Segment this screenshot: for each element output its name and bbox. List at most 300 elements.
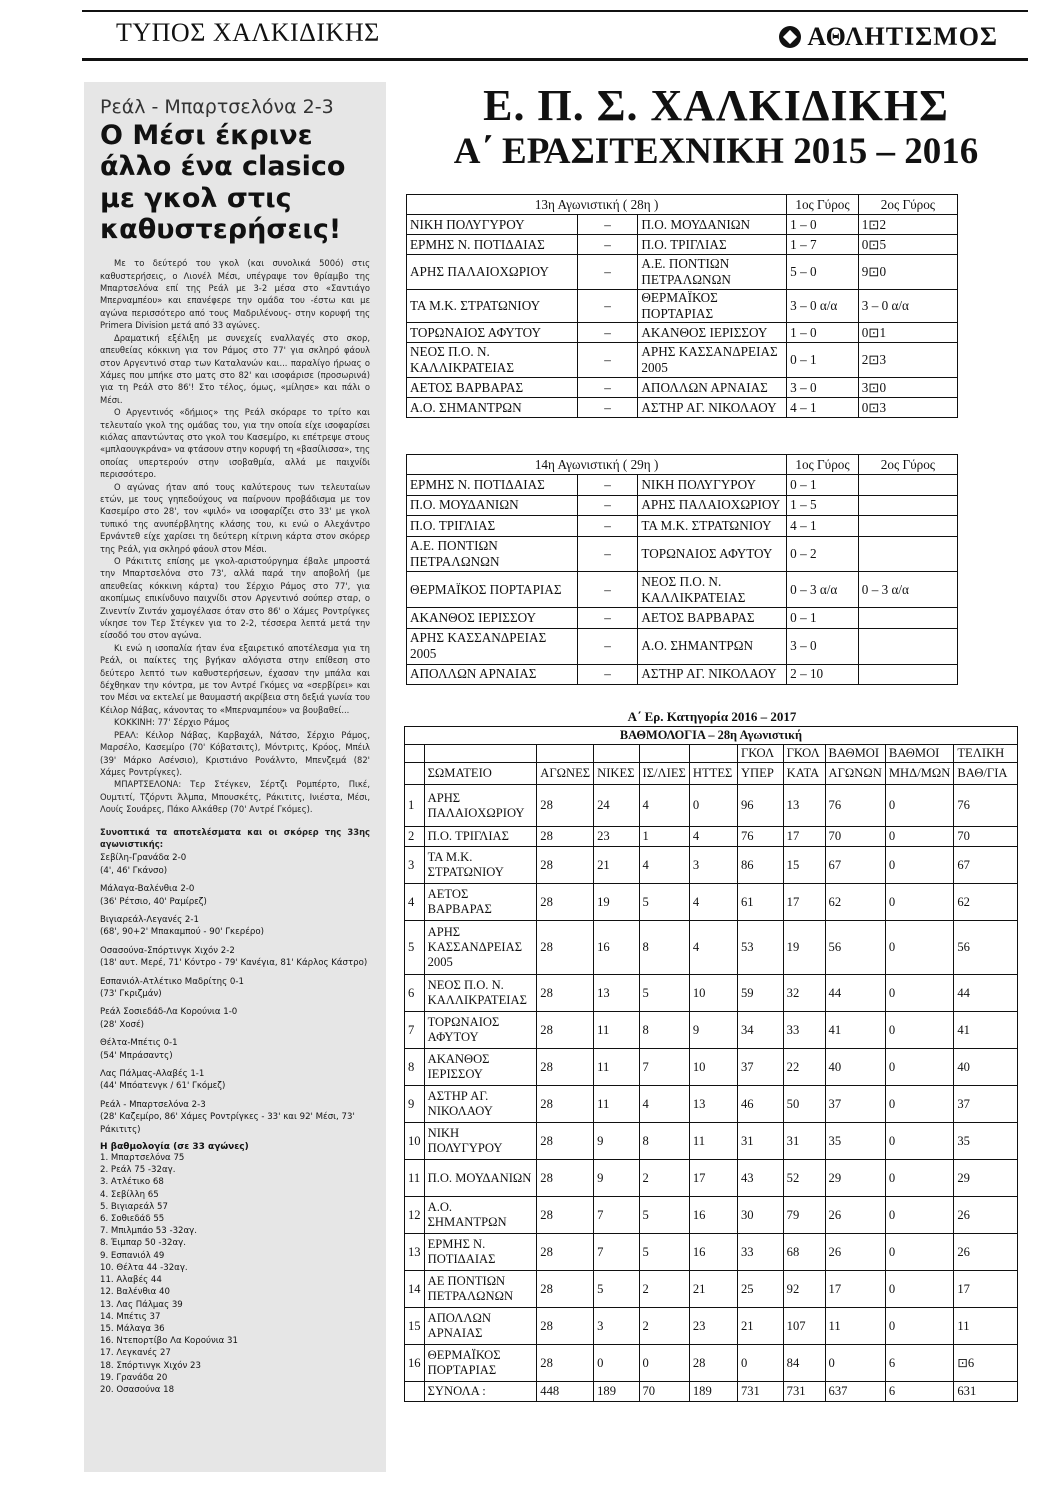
standings-table [404, 726, 1018, 1402]
header-cell: ΙΣ/ΛΙΕΣ [639, 763, 689, 785]
second-leg-score [858, 628, 957, 664]
team-name: ΤΟΡΩΝΑΙΟΣ ΑΦΥΤΟΥ [424, 1012, 537, 1049]
result-scorers: (73' Γκριζμάν) [100, 989, 162, 999]
losses: 21 [689, 1271, 737, 1308]
match-points: 44 [825, 975, 885, 1012]
away-team: ΤΑ Μ.Κ. ΣΤΡΑΤΩΝΙΟΥ [638, 516, 787, 537]
separator: – [577, 235, 638, 255]
second-leg-score [858, 475, 957, 496]
first-leg-score: 3 – 0 [787, 378, 859, 398]
goals-for: 46 [737, 1086, 783, 1123]
position: 12 [405, 1197, 425, 1234]
points-deducted: 0 [885, 827, 954, 847]
home-team: ΑΡΗΣ ΠΑΛΑΙΟΧΩΡΙΟΥ [407, 255, 578, 290]
final-points: 76 [954, 785, 1018, 827]
points-deducted: 6 [885, 1345, 954, 1382]
first-leg-score: 0 – 1 [787, 475, 859, 496]
goals-for: 34 [737, 1012, 783, 1049]
fixture-row [407, 343, 958, 378]
fixture-row [407, 323, 958, 343]
category-title: Α΄ Ερ. Κατηγορία 2016 – 2017 [627, 709, 797, 724]
points-deducted: 0 [885, 847, 954, 884]
points-deducted: 0 [885, 921, 954, 975]
header-cell: ΓΚΟΛ [783, 745, 825, 763]
match-points: 40 [825, 1049, 885, 1086]
article-paragraph: ΜΠΑΡΤΣΕΛΟΝΑ: Τερ Στέγκεν, Σέρτζι Ρομπέρτο, Πικέ, Ουμτιτί, Τζόρντι Άλμπα, Μπουσκέτς, Ράκιτιτς, Ινιέστα, Μέσι, Λουίς Σουάρες, Πάκο Αλκάθερ (70' Αντρέ Γκόμες). [100, 779, 370, 815]
played: 28 [537, 884, 594, 921]
points-deducted: 0 [885, 1086, 954, 1123]
table-row [405, 975, 1018, 1012]
fixture-row [407, 664, 958, 685]
goals-for: 731 [737, 1382, 783, 1402]
second-leg-score [858, 495, 957, 516]
standings-title: ΒΑΘΜΟΛΟΓΙΑ – 28η Αγωνιστική [405, 727, 1018, 745]
team-name: ΑΡΗΣ ΚΑΣΣΑΝΔΡΕΙΑΣ 2005 [424, 921, 537, 975]
separator: – [577, 495, 638, 516]
goals-for: 76 [737, 827, 783, 847]
team-name: ΑΚΑΝΘΟΣ ΙΕΡΙΣΣΟΥ [424, 1049, 537, 1086]
losses: 23 [689, 1308, 737, 1345]
result-scorers: (36' Ρέτσιο, 40' Ραμίρεζ) [100, 896, 207, 907]
points-deducted: 0 [885, 1308, 954, 1345]
result-scorers: (54' Μπράσαντς) [100, 1050, 173, 1061]
goals-for: 0 [737, 1345, 783, 1382]
played: 28 [537, 975, 594, 1012]
draws: 7 [639, 1049, 689, 1086]
away-team: ΑΕΤΟΣ ΒΑΡΒΑΡΑΣ [638, 608, 787, 629]
losses: 4 [689, 827, 737, 847]
table-row [405, 785, 1018, 827]
ranking-item: 14. Μπέτις 37 [100, 1311, 161, 1322]
position: 4 [405, 884, 425, 921]
soccer-ball-icon [779, 26, 801, 48]
goals-against: 22 [783, 1049, 825, 1086]
header-cell [594, 745, 639, 763]
match-points: 67 [825, 847, 885, 884]
final-points: 70 [954, 827, 1018, 847]
team-name: ΤΑ Μ.Κ. ΣΤΡΑΤΩΝΙΟΥ [424, 847, 537, 884]
separator: – [577, 608, 638, 629]
second-leg-score: 0⊡1 [858, 323, 957, 343]
table-row [405, 827, 1018, 847]
position: 16 [405, 1345, 425, 1382]
goals-for: 21 [737, 1308, 783, 1345]
losses: 13 [689, 1086, 737, 1123]
match-points: 76 [825, 785, 885, 827]
article-paragraph: ΡΕΑΛ: Κέιλορ Νάβας, Καρβαχάλ, Νάτσο, Σέρχιο Ράμος, Μαρσέλο, Κασεμίρο (70' Κόβατσιτς), Μόντριτς, Κρόος, Μπέιλ (39' Μάρκο Ασένσιο), Κριστιάνο Ρονάλντο, Μπενζεμά (82' Χάμες Ροντρίγκες). [100, 729, 370, 777]
separator: – [577, 536, 638, 572]
newspaper-title: ΤΥΠΟΣ ΧΑΛΚΙΔΙΚΗΣ [116, 18, 380, 47]
result-scorers: (28' Χοσέ) [100, 1019, 144, 1030]
ranking-item: 13. Λας Πάλμας 39 [100, 1299, 183, 1310]
match-points: 637 [825, 1382, 885, 1402]
fixture-row [407, 290, 958, 323]
separator: – [577, 290, 638, 323]
match-points: 29 [825, 1160, 885, 1197]
separator: – [577, 475, 638, 496]
home-team: ΑΕΤΟΣ ΒΑΡΒΑΡΑΣ [407, 378, 578, 398]
results-column [404, 81, 1028, 1398]
points-deducted: 0 [885, 975, 954, 1012]
final-points: 41 [954, 1012, 1018, 1049]
away-team: Π.Ο. ΤΡΙΓΛΙΑΣ [638, 235, 787, 255]
losses: 10 [689, 1049, 737, 1086]
wins: 16 [594, 921, 639, 975]
separator: – [577, 664, 638, 685]
fixture-row [407, 255, 958, 290]
losses: 16 [689, 1234, 737, 1271]
result-item [100, 1006, 370, 1031]
fixture-row [407, 536, 958, 572]
losses: 0 [689, 785, 737, 827]
points-deducted: 0 [885, 1049, 954, 1086]
goals-for: 37 [737, 1049, 783, 1086]
first-leg-score: 1 – 0 [787, 323, 859, 343]
goals-for: 61 [737, 884, 783, 921]
table-caption-row [407, 455, 958, 475]
wins: 7 [594, 1197, 639, 1234]
team-name: Π.Ο. ΜΟΥΔΑΝΙΩΝ [424, 1160, 537, 1197]
result-item [100, 976, 370, 1001]
first-leg-score: 0 – 1 [787, 343, 859, 378]
home-team: ΑΚΑΝΘΟΣ ΙΕΡΙΣΣΟΥ [407, 608, 578, 629]
first-leg-score: 1 – 0 [787, 215, 859, 235]
first-leg-score: 3 – 0 α/α [787, 290, 859, 323]
goals-against: 107 [783, 1308, 825, 1345]
away-team: ΘΕΡΜΑΪΚΟΣ ΠΟΡΤΑΡΙΑΣ [638, 290, 787, 323]
section-title [779, 22, 998, 52]
fixture-row [407, 215, 958, 235]
home-team: ΤΑ Μ.Κ. ΣΤΡΑΤΩΝΙΟΥ [407, 290, 578, 323]
home-team: Α.Ε. ΠΟΝΤΙΩΝ ΠΕΤΡΑΛΩΝΩΝ [407, 536, 578, 572]
ranking-item: 20. Οσασούνα 18 [100, 1384, 175, 1395]
fixture-row [407, 516, 958, 537]
header-cell: ΑΓΩΝΕΣ [537, 763, 594, 785]
draws: 8 [639, 1012, 689, 1049]
ranking-item: 1. Μπαρτσελόνα 75 [100, 1153, 185, 1164]
home-team: ΝΕΟΣ Π.Ο. Ν. ΚΑΛΛΙΚΡΑΤΕΙΑΣ [407, 343, 578, 378]
round-13-table [406, 194, 958, 418]
away-team: Α.Ε. ΠΟΝΤΙΩΝ ΠΕΤΡΑΛΩΝΩΝ [638, 255, 787, 290]
article-kicker: Ρεάλ - Μπαρτσελόνα 2-3 [100, 96, 334, 118]
ranking-item: 17. Λεγκανές 27 [100, 1348, 171, 1359]
match-points: 37 [825, 1086, 885, 1123]
goals-for: 59 [737, 975, 783, 1012]
table-row [405, 1197, 1018, 1234]
home-team: Π.Ο. ΜΟΥΔΑΝΙΩΝ [407, 495, 578, 516]
ranking-item: 7. Μπιλμπάο 53 -32αγ. [100, 1226, 197, 1237]
losses: 189 [689, 1382, 737, 1402]
away-team: ΝΙΚΗ ΠΟΛΥΓΥΡΟΥ [638, 475, 787, 496]
match-points: 17 [825, 1271, 885, 1308]
ranking-item: 3. Ατλέτικο 68 [100, 1177, 164, 1188]
goals-for: 86 [737, 847, 783, 884]
result-item [100, 945, 370, 970]
table-row [405, 884, 1018, 921]
final-points: 26 [954, 1234, 1018, 1271]
home-team: ΤΟΡΩΝΑΙΟΣ ΑΦΥΤΟΥ [407, 323, 578, 343]
points-deducted: 6 [885, 1382, 954, 1402]
position: 15 [405, 1308, 425, 1345]
table-row [405, 1160, 1018, 1197]
separator: – [577, 323, 638, 343]
losses: 10 [689, 975, 737, 1012]
match-points: 26 [825, 1234, 885, 1271]
away-team: Α.Ο. ΣΗΜΑΝΤΡΩΝ [638, 628, 787, 664]
results-list [100, 852, 370, 1136]
separator: – [577, 628, 638, 664]
goals-against: 50 [783, 1086, 825, 1123]
header-rule-bottom [82, 58, 1028, 61]
home-team: ΘΕΡΜΑΪΚΟΣ ΠΟΡΤΑΡΙΑΣ [407, 572, 578, 608]
match-points: 41 [825, 1012, 885, 1049]
result-scorers: (4', 46' Γκάνσο) [100, 865, 168, 876]
ranking-title: Η βαθμολογία (σε 33 αγώνες) [100, 1142, 249, 1153]
draws: 0 [639, 1345, 689, 1382]
second-leg-score [858, 608, 957, 629]
home-team: ΑΠΟΛΛΩΝ ΑΡΝΑΙΑΣ [407, 664, 578, 685]
points-deducted: 0 [885, 884, 954, 921]
header-cell: ΒΑΘΜΟΙ [825, 745, 885, 763]
first-leg-score: 5 – 0 [787, 255, 859, 290]
away-team: ΑΡΗΣ ΠΑΛΑΙΟΧΩΡΙΟΥ [638, 495, 787, 516]
goals-for: 33 [737, 1234, 783, 1271]
first-leg-score: 0 – 1 [787, 608, 859, 629]
fixture-row [407, 608, 958, 629]
second-leg-score: 0⊡5 [858, 235, 957, 255]
first-leg-score: 1 – 7 [787, 235, 859, 255]
position: 11 [405, 1160, 425, 1197]
header-cell: ΤΕΛΙΚΗ [954, 745, 1018, 763]
team-name: Α.Ο. ΣΗΜΑΝΤΡΩΝ [424, 1197, 537, 1234]
table-row [405, 1086, 1018, 1123]
home-team: ΑΡΗΣ ΚΑΣΣΑΝΔΡΕΙΑΣ 2005 [407, 628, 578, 664]
page-header [82, 10, 1028, 60]
second-leg-header: 2ος Γύρος [858, 455, 957, 475]
first-leg-score: 1 – 5 [787, 495, 859, 516]
goals-against: 92 [783, 1271, 825, 1308]
draws: 2 [639, 1271, 689, 1308]
played: 28 [537, 1086, 594, 1123]
losses: 4 [689, 921, 737, 975]
position: 6 [405, 975, 425, 1012]
fixture-row [407, 495, 958, 516]
result-scorers: (68', 90+2' Μπακαμπού - 90' Γκερέρο) [100, 927, 264, 938]
standings-title-row [405, 727, 1018, 745]
article-paragraph: Με το δεύτερό του γκολ (και συνολικά 500ό) στις καθυστερήσεις, ο Λιονέλ Μέσι, υπέγραψε τον θρίαμβο της Μπαρτσελόνα επί της Ρεάλ με 3-2 μέσα στο «Σαντιάγο Μπερναμπέου» και επανέφερε την ομάδα του -έστω και με αγώνα περισσότερο από τους Μαδριλένους- στην κορυφή της Primera Division μετά από 33 αγώνες. [100, 258, 370, 331]
header-cell [405, 763, 425, 785]
points-deducted: 0 [885, 1012, 954, 1049]
ranking-item: 2. Ρεάλ 75 -32αγ. [100, 1165, 176, 1176]
draws: 5 [639, 975, 689, 1012]
ranking-item: 18. Σπόρτινγκ Χιχόν 23 [100, 1360, 201, 1371]
table-row [405, 1049, 1018, 1086]
article-paragraph: Ο Αργεντινός «δήμιος» της Ρεάλ σκόραρε το τρίτο και τελευταίο γκολ της ομάδας του, για την οποία είχε ισοφαρίσει κιόλας απαντώντας στο γκολ του Κασεμίρο, κι επέτρεψε στους «μπλαουγκράνα» να φτάσουν στην κορυφή τη «βασίλισσα», της οποίας υπερτερούν στην ισοβαθμία, αλλά με παιχνίδι περισσότερο. [100, 407, 370, 480]
separator: – [577, 378, 638, 398]
ranking-item: 11. Αλαβές 44 [100, 1275, 162, 1286]
result-item [100, 1037, 370, 1062]
first-leg-score: 4 – 1 [787, 398, 859, 418]
played: 28 [537, 1197, 594, 1234]
result-scorers: (44' Μπόατενγκ / 61' Γκόμεζ) [100, 1081, 226, 1092]
position: 10 [405, 1123, 425, 1160]
final-points: 44 [954, 975, 1018, 1012]
points-deducted: 0 [885, 785, 954, 827]
goals-for: 53 [737, 921, 783, 975]
team-name: Π.Ο. ΤΡΙΓΛΙΑΣ [424, 827, 537, 847]
points-deducted: 0 [885, 1234, 954, 1271]
home-team: Π.Ο. ΤΡΙΓΛΙΑΣ [407, 516, 578, 537]
first-leg-score: 4 – 1 [787, 516, 859, 537]
final-points: 37 [954, 1086, 1018, 1123]
result-item [100, 914, 370, 939]
final-points: 40 [954, 1049, 1018, 1086]
wins: 13 [594, 975, 639, 1012]
header-cell: ΝΙΚΕΣ [594, 763, 639, 785]
header-rule-top [82, 10, 1028, 12]
result-score: Θέλτα-Μπέτις 0-1 [100, 1038, 178, 1049]
wins: 11 [594, 1012, 639, 1049]
home-team: Α.Ο. ΣΗΜΑΝΤΡΩΝ [407, 398, 578, 418]
away-team: ΤΟΡΩΝΑΙΟΣ ΑΦΥΤΟΥ [638, 536, 787, 572]
played: 28 [537, 827, 594, 847]
away-team: ΑΡΗΣ ΚΑΣΣΑΝΔΡΕΙΑΣ 2005 [638, 343, 787, 378]
position: 9 [405, 1086, 425, 1123]
draws: 8 [639, 921, 689, 975]
table-row [405, 1345, 1018, 1382]
wins: 9 [594, 1123, 639, 1160]
first-leg-score: 2 – 10 [787, 664, 859, 685]
goals-for: 31 [737, 1123, 783, 1160]
match-points: 35 [825, 1123, 885, 1160]
result-score: Ρεάλ - Μπαρτσελόνα 2-3 [100, 1099, 206, 1110]
header-cell: ΑΓΩΝΩΝ [825, 763, 885, 785]
draws: 2 [639, 1308, 689, 1345]
ranking-item: 12. Βαλένθια 40 [100, 1287, 170, 1298]
team-name: ΑΡΗΣ ΠΑΛΑΙΟΧΩΡΙΟΥ [424, 785, 537, 827]
draws: 5 [639, 884, 689, 921]
table-row [405, 1123, 1018, 1160]
round-caption: 14η Αγωνιστική ( 29η ) [407, 455, 787, 475]
table-row [405, 1234, 1018, 1271]
section-title-text: ΑΘΛΗΤΙΣΜΟΣ [807, 22, 998, 51]
wins: 11 [594, 1049, 639, 1086]
final-points: 17 [954, 1271, 1018, 1308]
home-team: ΝΙΚΗ ΠΟΛΥΓΥΡΟΥ [407, 215, 578, 235]
goals-for: 43 [737, 1160, 783, 1197]
team-name: ΝΕΟΣ Π.Ο. Ν. ΚΑΛΛΙΚΡΑΤΕΙΑΣ [424, 975, 537, 1012]
totals-row [405, 1382, 1018, 1402]
table-caption-row [407, 195, 958, 215]
home-team: ΕΡΜΗΣ Ν. ΠΟΤΙΔΑΙΑΣ [407, 235, 578, 255]
result-score: Οσασούνα-Σπόρτινγκ Χιχόν 2-2 [100, 945, 235, 956]
article-paragraph: Δραματική εξέλιξη με συνεχείς εναλλαγές στο σκορ, απευθείας κόκκινη για τον Ράμος στο 77' για σκληρό φάουλ στον Αργεντινό σταρ των Καταλανών και... παραλίγο ήρωας ο Χάμες που μπήκε στο ματς στο 82' και ισοφάρισε (προσωρινά) για τη Ρεάλ στο 86'! Στο τέλος, όμως, «μίλησε» και πάλι ο Μέσι. [100, 332, 370, 405]
goals-against: 33 [783, 1012, 825, 1049]
result-score: Εσπανιόλ-Ατλέτικο Μαδρίτης 0-1 [100, 976, 244, 987]
header-cell: ΜΗΔ/ΜΩΝ [885, 763, 954, 785]
result-scorers: (28' Καζεμίρο, 86' Χάμες Ροντρίγκες - 33' και 92' Μέσι, 73' Ράκιτιτς) [100, 1112, 355, 1135]
played: 28 [537, 1123, 594, 1160]
article-headline: Ο Μέσι έκρινε άλλο ένα clasico με γκολ στις καθυστερήσεις! [100, 120, 346, 245]
draws: 5 [639, 1234, 689, 1271]
article-body [100, 257, 370, 850]
article-paragraph: Κι ενώ η ισοπαλία ήταν ένα εξαιρετικό αποτέλεσμα για τη Ρεάλ, οι παίκτες της βγήκαν αλόγιστα στην επίθεση στο δεύτερο λεπτό των καθυστερήσεων, έχασαν την μπάλα και δέχθηκαν την κόντρα, με τον Αντρέ Γκόμες να «σερβίρει» και τον Μέσι να εκτελεί με θαυμαστή ακρίβεια στη δεξιά γωνία του Κέιλορ Νάβας, κάνοντας το «Μπερναμπέου» να βουβαθεί... [100, 642, 370, 715]
ranking-item: 8. Έιμπαρ 50 -32αγ. [100, 1238, 186, 1249]
result-score: Λας Πάλμας-Αλαβές 1-1 [100, 1069, 205, 1080]
team-name: ΑΣΤΗΡ ΑΓ. ΝΙΚΟΛΑΟΥ [424, 1086, 537, 1123]
header-cell: ΓΚΟΛ [737, 745, 783, 763]
goals-for: 96 [737, 785, 783, 827]
played: 28 [537, 1234, 594, 1271]
away-team: Π.Ο. ΜΟΥΔΑΝΙΩΝ [638, 215, 787, 235]
final-points: 67 [954, 847, 1018, 884]
goals-against: 68 [783, 1234, 825, 1271]
losses: 28 [689, 1345, 737, 1382]
second-leg-score: 3⊡0 [858, 378, 957, 398]
header-cell: ΒΑΘ/ΓΙΑ [954, 763, 1018, 785]
final-points: 631 [954, 1382, 1018, 1402]
goals-against: 52 [783, 1160, 825, 1197]
second-leg-score [858, 536, 957, 572]
fixture-row [407, 628, 958, 664]
second-leg-score: 0 – 3 α/α [858, 572, 957, 608]
goals-against: 19 [783, 921, 825, 975]
second-leg-score: 1⊡2 [858, 215, 957, 235]
first-leg-score: 0 – 2 [787, 536, 859, 572]
goals-against: 31 [783, 1123, 825, 1160]
team-name: ΑΕ ΠΟΝΤΙΩΝ ΠΕΤΡΑΛΩΝΩΝ [424, 1271, 537, 1308]
table-row [405, 1012, 1018, 1049]
result-score: Μάλαγα-Βαλένθια 2-0 [100, 884, 195, 895]
ranking-item: 16. Ντεπορτίβο Λα Κορούνια 31 [100, 1336, 238, 1347]
final-points: 26 [954, 1197, 1018, 1234]
result-scorers: (18' αυτ. Μερέ, 71' Κόντρο - 79' Κανέγια, 81' Κάρλος Κάστρο) [100, 958, 368, 969]
separator: – [577, 343, 638, 378]
losses: 3 [689, 847, 737, 884]
goals-against: 32 [783, 975, 825, 1012]
goals-against: 17 [783, 827, 825, 847]
played: 28 [537, 921, 594, 975]
away-team: ΝΕΟΣ Π.Ο. Ν. ΚΑΛΛΙΚΡΑΤΕΙΑΣ [638, 572, 787, 608]
position: 5 [405, 921, 425, 975]
ranking-item: 19. Γρανάδα 20 [100, 1372, 168, 1383]
standings-header-row [405, 763, 1018, 785]
team-name: ΑΕΤΟΣ ΒΑΡΒΑΡΑΣ [424, 884, 537, 921]
wins: 7 [594, 1234, 639, 1271]
draws: 4 [639, 1086, 689, 1123]
final-points: ⊡6 [954, 1345, 1018, 1382]
losses: 17 [689, 1160, 737, 1197]
standings-header-top-row [405, 745, 1018, 763]
losses: 9 [689, 1012, 737, 1049]
draws: 2 [639, 1160, 689, 1197]
table-row [405, 1271, 1018, 1308]
played: 28 [537, 847, 594, 884]
match-points: 56 [825, 921, 885, 975]
separator: – [577, 215, 638, 235]
played: 28 [537, 1271, 594, 1308]
position: 1 [405, 785, 425, 827]
position: 14 [405, 1271, 425, 1308]
final-points: 11 [954, 1308, 1018, 1345]
wins: 0 [594, 1345, 639, 1382]
position [405, 1382, 425, 1402]
home-team: ΕΡΜΗΣ Ν. ΠΟΤΙΔΑΙΑΣ [407, 475, 578, 496]
goals-against: 79 [783, 1197, 825, 1234]
goals-for: 25 [737, 1271, 783, 1308]
ranking-item: 15. Μάλαγα 36 [100, 1323, 165, 1334]
team-name: ΘΕΡΜΑΪΚΟΣ ΠΟΡΤΑΡΙΑΣ [424, 1345, 537, 1382]
